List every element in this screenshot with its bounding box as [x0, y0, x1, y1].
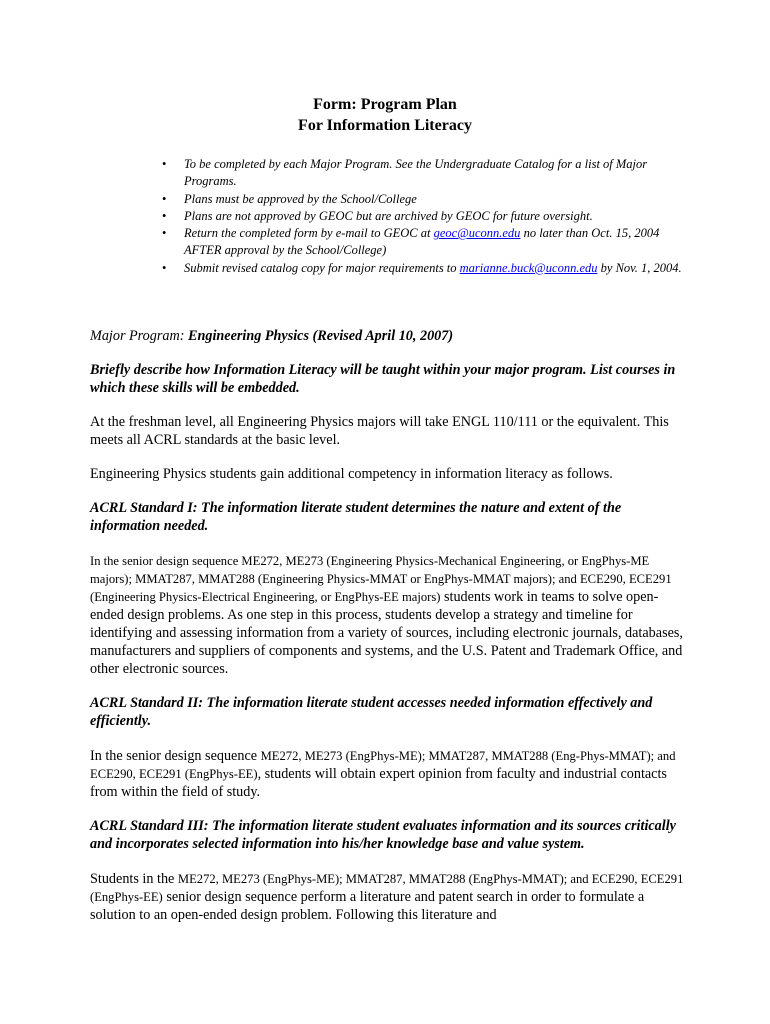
bullet-icon: • — [162, 208, 167, 223]
title-line-1: Form: Program Plan — [313, 96, 457, 113]
bullet-icon: • — [162, 191, 167, 206]
geoc-email-link[interactable]: geoc@uconn.edu — [433, 226, 521, 241]
standard-3-body: Students in the ME272, ME273 (EngPhys-ME); MMAT287, MMAT288 (EngPhys-MMAT); and ECE290, ECE291 (EngPhys-EE) senior design sequence perform a literature and patent search in order to formulate a solution to an open-ended design problem. Following this literature and — [90, 871, 684, 923]
catalog-email-link[interactable]: marianne.buck@uconn.edu — [459, 260, 598, 275]
instruction-item: • Submit revised catalog copy for major requirements to marianne.buck@uconn.edu by Nov. 1, 2004. — [148, 260, 688, 277]
major-program-label: Major Program: — [90, 328, 188, 344]
standard-2-body: In the senior design sequence ME272, ME273 (EngPhys-ME); MMAT287, MMAT288 (Eng-Phys-MMAT); and ECE290, ECE291 (EngPhys-EE), students will obtain expert opinion from faculty and industrial contacts from within the field of study. — [90, 748, 676, 800]
instruction-item: • Plans must be approved by the School/College — [148, 191, 688, 208]
standard-2-heading: ACRL Standard II: The information literate student accesses needed information effectively and efficiently. — [90, 695, 653, 729]
form-title — [0, 94, 770, 136]
instruction-item: • Return the completed form by e-mail to GEOC at geoc@uconn.edu no later than Oct. 15, 2004 AFTER approval by the School/College) — [162, 226, 660, 258]
bullet-icon: • — [162, 260, 167, 275]
standard-1-heading: ACRL Standard I: The information literate student determines the nature and extent of the information needed. — [90, 500, 622, 534]
title-line-2: For Information Literacy — [298, 117, 472, 134]
bullet-icon: • — [162, 226, 167, 241]
freshman-paragraph: At the freshman level, all Engineering Physics majors will take ENGL 110/111 or the equivalent. This meets all ACRL standards at the basic level. — [90, 414, 669, 448]
bullet-icon: • — [162, 157, 167, 171]
major-program-value: Engineering Physics (Revised April 10, 2007) — [188, 328, 454, 344]
prompt-question: Briefly describe how Information Literacy will be taught within your major program. List courses in which these skills will be embedded. — [90, 362, 676, 396]
standard-3-heading: ACRL Standard III: The information literate student evaluates information and its sources critically and incorporates selected information into his/her knowledge base and value system. — [90, 818, 676, 852]
major-program-line — [90, 327, 690, 345]
form-content — [90, 327, 690, 924]
instructions-list — [148, 156, 688, 277]
instruction-item: • Plans are not approved by GEOC but are archived by GEOC for future oversight. — [148, 208, 688, 225]
instruction-item: • To be completed by each Major Program. See the Undergraduate Catalog for a list of Major Programs. — [162, 157, 648, 189]
competency-paragraph: Engineering Physics students gain additional competency in information literacy as follows. — [90, 466, 613, 482]
standard-1-body: In the senior design sequence ME272, ME273 (Engineering Physics-Mechanical Engineering, or EngPhys-ME majors); MMAT287, MMAT288 (Engineering Physics-MMAT or EngPhys-MMAT majors); and ECE290, ECE291 (Engineering Physics-Electrical Engineering, or EngPhys-EE majors) students work in teams to solve open-ended design problems. As one step in this process, students develop a strategy and timeline for identifying and assessing information from a variety of sources, including electronic journals, databases, manufacturers and suppliers of components and systems, and the U.S. Patent and Trademark Office, and other electronic sources. — [90, 554, 683, 677]
